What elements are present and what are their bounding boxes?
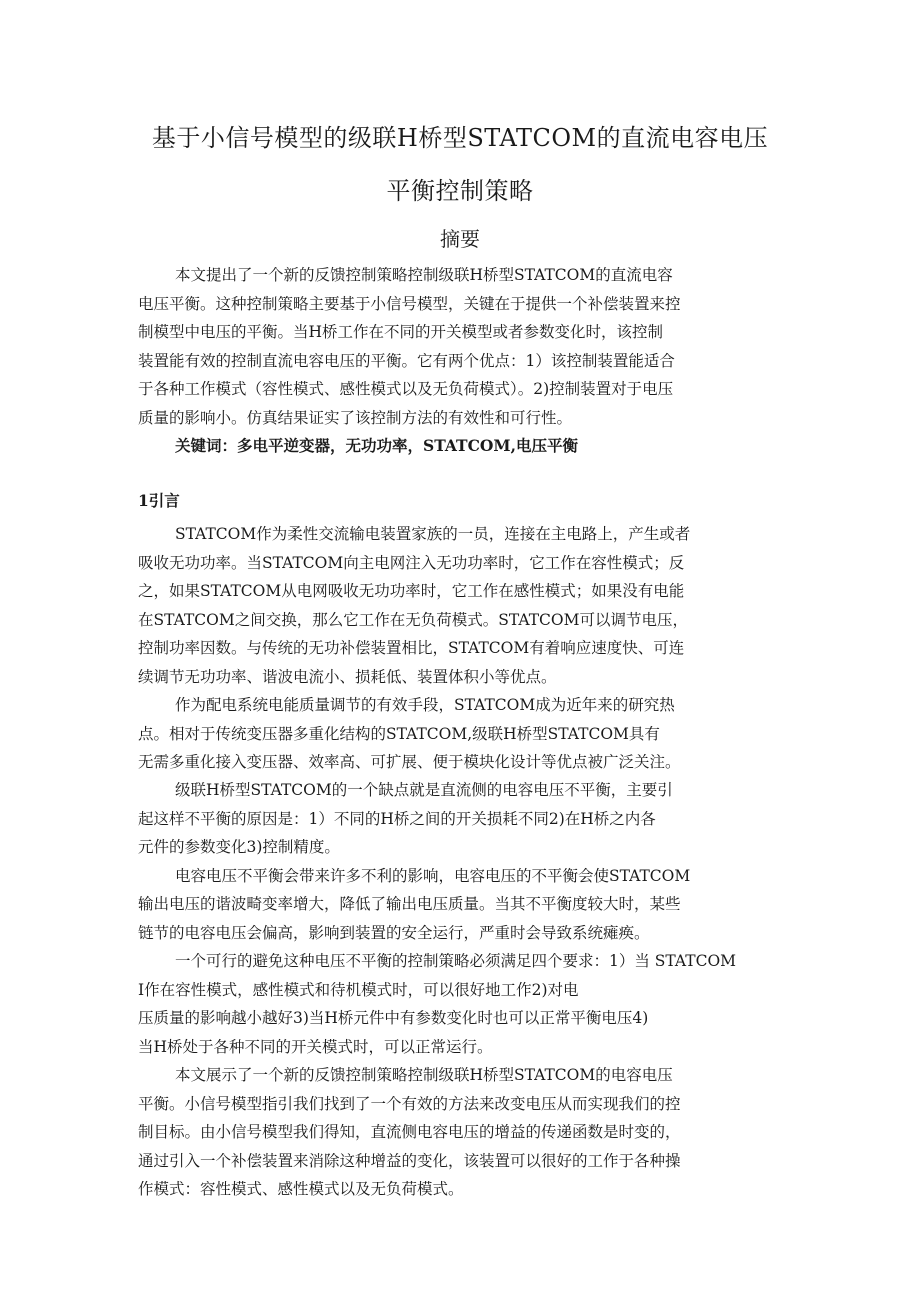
paragraph-line: 吸收无功功率。当STATCOM向主电网注入无功功率时，它工作在容性模式；反 [138, 554, 685, 572]
abstract-line: 于各种工作模式（容性模式、感性模式以及无负荷模式）。2)控制装置对于电压 [138, 380, 674, 398]
abstract-line: 制模型中电压的平衡。当H桥工作在不同的开关模型或者参数变化时，该控制 [138, 323, 664, 341]
paragraph-line: 级联H桥型STATCOM的一个缺点就是直流侧的电容电压不平衡，主要引 [175, 781, 673, 799]
paragraph-line: 电容电压不平衡会带来许多不利的影响，电容电压的不平衡会使STATCOM [175, 867, 691, 885]
paragraph-line: 无需多重化接入变压器、效率高、可扩展、便于模块化设计等优点被广泛关注。 [138, 753, 681, 771]
abstract-line: 本文提出了一个新的反馈控制策略控制级联H桥型STATCOM的直流电容 [175, 266, 673, 284]
document-title-line-2: 平衡控制策略 [386, 177, 534, 205]
paragraph-line: 通过引入一个补偿装置来消除这种增益的变化，该装置可以很好的工作于各种操 [138, 1152, 681, 1170]
paragraph-line: 平衡。小信号模型指引我们找到了一个有效的方法来改变电压从而实现我们的控 [138, 1095, 681, 1113]
section-heading-introduction: 1引言 [138, 491, 180, 510]
abstract-line: 质量的影响小。仿真结果证实了该控制方法的有效性和可行性。 [138, 409, 573, 427]
paragraph-line: 起这样不平衡的原因是：1）不同的H桥之间的开关损耗不同2)在H桥之内各 [138, 810, 656, 828]
document-title-line-1: 基于小信号模型的级联H桥型STATCOM的直流电容电压 [151, 124, 769, 152]
paragraph-line: 本文展示了一个新的反馈控制策略控制级联H桥型STATCOM的电容电压 [175, 1066, 673, 1084]
paragraph-line: 链节的电容电压会偏高，影响到装置的安全运行，严重时会导致系统瘫痪。 [138, 924, 650, 942]
abstract-heading: 摘要 [440, 227, 480, 251]
paragraph-line: 之，如果STATCOM从电网吸收无功功率时，它工作在感性模式；如果没有电能 [138, 582, 685, 600]
paragraph-line: 控制功率因数。与传统的无功补偿装置相比，STATCOM有着响应速度快、可连 [138, 639, 685, 657]
paragraph-line: 元件的参数变化3)控制精度。 [138, 838, 340, 856]
paragraph-line: STATCOM作为柔性交流输电装置家族的一员，连接在主电路上，产生或者 [175, 525, 691, 543]
paragraph-line: 点。相对于传统变压器多重化结构的STATCOM,级联H桥型STATCOM具有 [138, 725, 660, 743]
paragraph-line: 制目标。由小信号模型我们得知，直流侧电容电压的增益的传递函数是时变的， [138, 1123, 681, 1141]
paragraph-line: I作在容性模式，感性模式和待机模式时，可以很好地工作2)对电 [138, 981, 579, 999]
paragraph-line: 续调节无功功率、谐波电流小、损耗低、装置体积小等优点。 [138, 668, 557, 686]
keywords-line: 关键词：多电平逆变器，无功功率，STATCOM,电压平衡 [175, 436, 578, 455]
paragraph-line: 作为配电系统电能质量调节的有效手段，STATCOM成为近年来的研究热 [175, 696, 675, 714]
paragraph-line: 输出电压的谐波畸变率增大，降低了输出电压质量。当其不平衡度较大时，某些 [138, 895, 681, 913]
paragraph-line: 在STATCOM之间交换，那么它工作在无负荷模式。STATCOM可以调节电压， [138, 611, 688, 629]
abstract-line: 电压平衡。这种控制策略主要基于小信号模型，关键在于提供一个补偿装置来控 [138, 295, 681, 313]
abstract-line: 装置能有效的控制直流电容电压的平衡。它有两个优点：1）该控制装置能适合 [138, 352, 675, 370]
paragraph-line: 作模式：容性模式、感性模式以及无负荷模式。 [138, 1180, 464, 1198]
paragraph-line: 压质量的影响越小越好3)当H桥元件中有参数变化时也可以正常平衡电压4) [138, 1009, 649, 1027]
paragraph-line: 当H桥处于各种不同的开关模式时，可以正常运行。 [138, 1038, 493, 1056]
paragraph-line: 一个可行的避免这种电压不平衡的控制策略必须满足四个要求：1）当 STATCOM [175, 952, 737, 970]
